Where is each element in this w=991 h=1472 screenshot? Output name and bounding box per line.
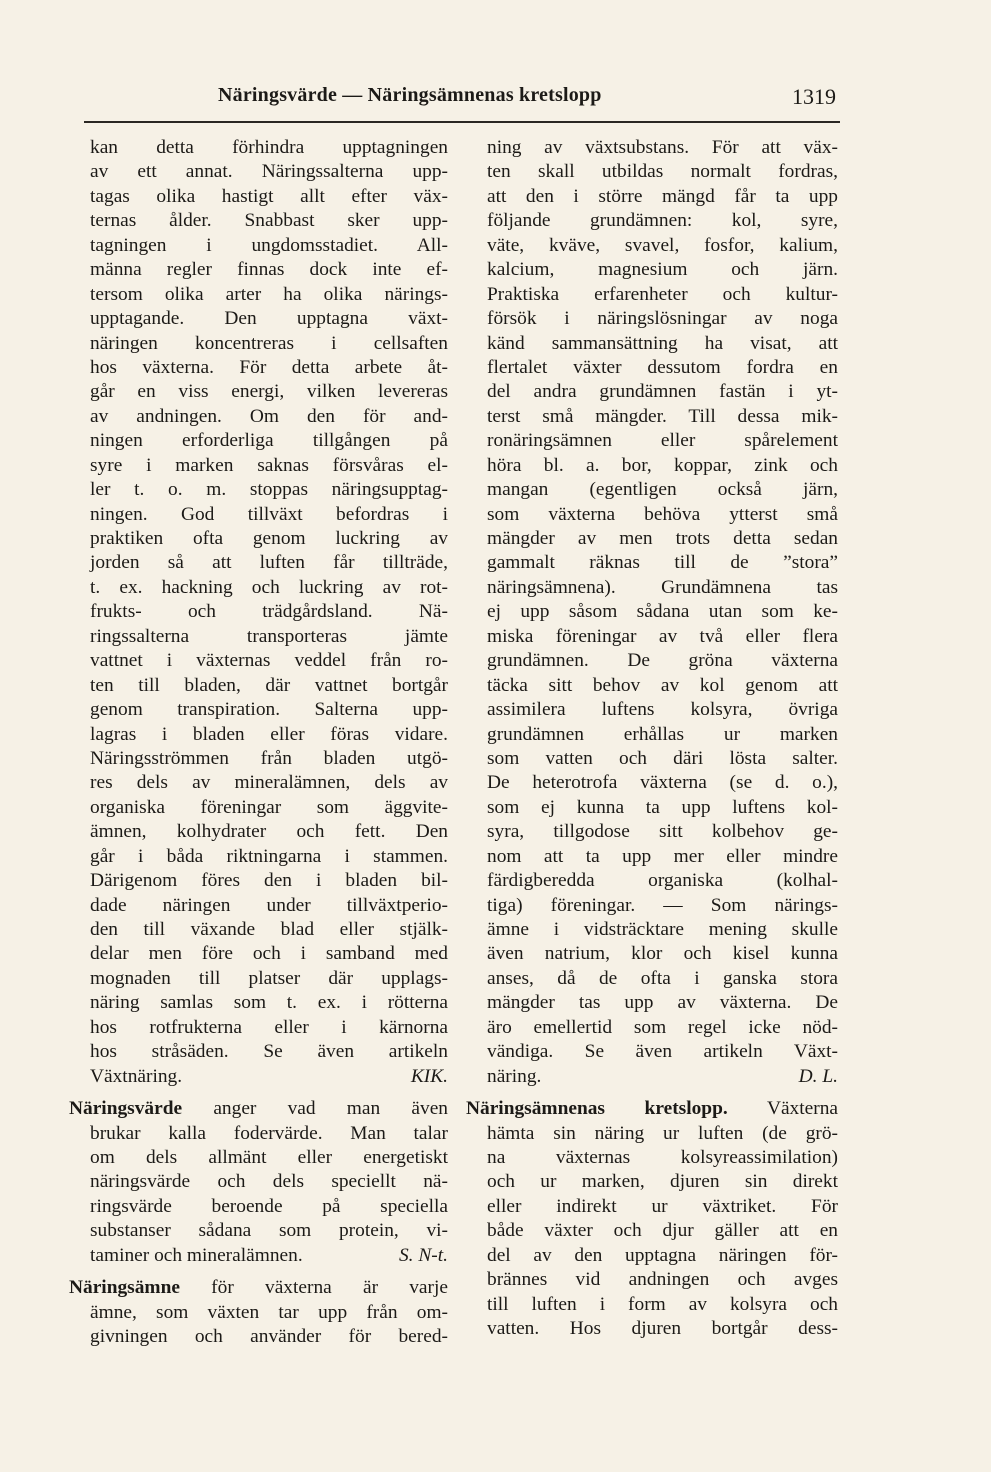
entry-naringsvarde — [69, 1097, 448, 1268]
text-line: ning av växtsubstans. För att väx- — [487, 137, 838, 158]
text-line: brännes vid andningen och avges — [487, 1269, 838, 1291]
text-line: givningen och använder för bered- — [90, 1326, 448, 1347]
text-line: som ej kunna ta upp luftens kol- — [487, 796, 838, 818]
text-line: hos växterna. För detta arbete åt- — [90, 356, 448, 378]
text-line: tagas olika hastigt allt efter väx- — [90, 185, 448, 207]
text-line: ämne i vidsträcktare mening skulle — [487, 919, 838, 940]
text-line: tersom olika arter ha olika närings- — [90, 283, 448, 305]
text-line: kan detta förhindra upptagningen — [90, 137, 448, 158]
text-line: praktiken ofta genom luckring av — [90, 528, 448, 549]
entry-naringsamnenas-kretslopp — [466, 1097, 838, 1341]
right-continuation-last-line — [466, 1065, 838, 1089]
text-line: Därigenom föres den i bladen bil- — [90, 870, 448, 892]
right-column — [466, 136, 838, 1341]
text-line: syra, tillgodose sitt kolbehov ge- — [487, 821, 838, 843]
text-line: vändiga. Se även artikeln Växt- — [487, 1041, 838, 1063]
text-line: res dels av mineralämnen, dels av — [90, 772, 448, 794]
text-line: mängder av men trots detta sedan — [487, 528, 838, 549]
text-line: Praktiska erfarenheter och kultur- — [487, 283, 838, 305]
text-line: assimilera luftens kolsyra, övriga — [487, 699, 838, 721]
text-line: täcka sitt behov av kol genom att — [487, 674, 838, 696]
text-line: delar men före och i samband med — [90, 943, 448, 965]
left-cont-last-text: Växtnäring. — [90, 1065, 183, 1087]
text-line: och ur marken, djuren sin direkt — [487, 1171, 838, 1193]
text-line: ronäringsämnen eller spårelement — [487, 430, 838, 452]
text-line: av ett annat. Näringssalterna upp- — [90, 161, 448, 183]
text-line: ningen. God tillväxt befordras i — [90, 503, 448, 525]
text-line: som vatten och däri lösta salter. — [487, 747, 838, 769]
text-line: höra bl. a. bor, koppar, zink och — [487, 454, 838, 476]
text-line: terst små mängder. Till dessa mik- — [487, 405, 838, 427]
text-line: flertalet växter dessutom fordra en — [487, 356, 838, 378]
text-line: mognaden till platser där upplags- — [90, 967, 448, 989]
text-line: näringsvärde och dels speciellt nä- — [90, 1171, 448, 1193]
text-line: även natrium, klor och kisel kunna — [487, 943, 838, 965]
entry-headword: Näringsämne — [69, 1277, 180, 1299]
text-line: går i båda riktningarna i stammen. — [90, 845, 448, 867]
left-column — [69, 136, 448, 1349]
author-signature: S. N-t. — [398, 1244, 448, 1266]
header-rule — [84, 121, 840, 123]
text-line: anses, då de ofta i ganska stora — [487, 967, 838, 989]
page-number: 1319 — [792, 84, 836, 109]
right-continuation-text — [466, 136, 838, 1065]
text-line: gammalt räknas till de ”stora” — [487, 552, 838, 574]
text-line: ternas ålder. Snabbast sker upp- — [90, 210, 448, 232]
text-line: äro emellertid som regel icke nöd- — [487, 1016, 838, 1038]
text-line: miska föreningar av två eller flera — [487, 625, 838, 647]
text-line: hos rotfrukterna eller i kärnorna — [90, 1016, 448, 1038]
text-line: vatten. Hos djuren bortgår dess- — [487, 1318, 838, 1339]
text-line: syre i marken saknas försvåras el- — [90, 454, 448, 476]
entry-body-lines — [69, 1301, 448, 1350]
text-line: frukts- och trädgårdsland. Nä- — [90, 601, 448, 623]
text-line: ej upp såsom sådana utan som ke- — [487, 601, 838, 623]
text-line: hos stråsäden. Se även artikeln — [90, 1041, 448, 1063]
text-line: färdigberedda organiska (kolhal- — [487, 870, 838, 892]
text-line: att den i större mängd får ta upp — [487, 185, 838, 207]
left-continuation-text — [69, 136, 448, 1065]
entry-headword: Näringsvärde — [69, 1098, 183, 1120]
text-line: grundämnen erhållas ur marken — [487, 723, 838, 745]
text-line: följande grundämnen: kol, syre, — [487, 210, 838, 232]
header-title: Näringsvärde — Näringsämnenas kretslopp — [218, 84, 602, 106]
text-line: näring samlas som t. ex. i rötterna — [90, 992, 448, 1014]
running-header — [90, 84, 840, 114]
text-line: går en viss energi, vilken levereras — [90, 381, 448, 403]
text-line: tagningen i ungdomsstadiet. All- — [90, 234, 448, 256]
entry-naringsamne — [69, 1276, 448, 1349]
entry-first-line — [69, 1097, 448, 1121]
text-line: ten skall utbildas normalt fordras, — [487, 161, 838, 183]
text-line: av andningen. Om den för and- — [90, 405, 448, 427]
text-line: jorden så att luften får tillträde, — [90, 552, 448, 574]
text-line: kalcium, magnesium och järn. — [487, 259, 838, 281]
text-line: substanser sådana som protein, vi- — [90, 1220, 448, 1242]
entry-headword: Näringsämnenas kretslopp. — [466, 1098, 728, 1120]
author-signature: D. L. — [798, 1065, 838, 1087]
text-line: ämne, som växten tar upp från om- — [90, 1301, 448, 1323]
text-line: hämta sin näring ur luften (de grö- — [487, 1122, 838, 1144]
text-line: upptagande. Den upptagna växt- — [90, 308, 448, 330]
text-line: grundämnen. De gröna växterna — [487, 650, 838, 672]
text-line: mängder tas upp av växterna. De — [487, 992, 838, 1014]
entry-body-lines — [466, 1122, 838, 1342]
text-line: om dels allmänt eller energetiskt — [90, 1146, 448, 1168]
entry-body-lines — [69, 1122, 448, 1244]
text-line: försök i näringslösningar av noga — [487, 308, 838, 330]
entry-first-line-text: Växterna — [727, 1098, 839, 1120]
text-line: lagras i bladen eller föras vidare. — [90, 723, 448, 745]
left-continuation-last-line — [69, 1065, 448, 1089]
text-line: känd sammansättning ha visat, att — [487, 332, 838, 354]
text-line: näringsämnena). Grundämnena tas — [487, 576, 838, 598]
text-line: nom att ta upp mer eller mindre — [487, 845, 838, 867]
entry-first-line — [69, 1276, 448, 1300]
text-line: som växterna behöva ytterst små — [487, 503, 838, 525]
entry-last-text: taminer och mineralämnen. — [90, 1244, 303, 1266]
text-line: mangan (egentligen också järn, — [487, 479, 838, 501]
text-line: vattnet i växternas veddel från ro- — [90, 650, 448, 672]
text-line: ler t. o. m. stoppas näringsupptag- — [90, 479, 448, 501]
text-line: brukar kalla fodervärde. Man talar — [90, 1122, 448, 1144]
text-line: tiga) föreningar. — Som närings- — [487, 894, 838, 916]
text-line: ringssalterna transporteras jämte — [90, 625, 448, 647]
right-cont-last-text: näring. — [487, 1065, 542, 1087]
text-line: na växternas kolsyreassimilation) — [487, 1146, 838, 1168]
text-line: del av den upptagna näringen för- — [487, 1244, 838, 1266]
author-signature: KIK. — [410, 1065, 448, 1087]
text-line: ten till bladen, där vattnet bortgår — [90, 674, 448, 696]
entry-last-line — [69, 1244, 448, 1268]
text-line: eller indirekt ur växtriket. För — [487, 1195, 838, 1217]
text-line: både växter och djur gäller att en — [487, 1220, 838, 1242]
text-line: den till växande blad eller stjälk- — [90, 919, 448, 940]
text-line: till luften i form av kolsyra och — [487, 1293, 838, 1315]
text-line: männa regler finnas dock inte ef- — [90, 259, 448, 281]
text-line: Näringsströmmen från bladen utgö- — [90, 747, 448, 769]
text-line: genom transpiration. Salterna upp- — [90, 699, 448, 721]
text-line: ämnen, kolhydrater och fett. Den — [90, 821, 448, 843]
text-line: del andra grundämnen fastän i yt- — [487, 381, 838, 403]
text-line: ringsvärde beroende på speciella — [90, 1195, 448, 1217]
text-line: De heterotrofa växterna (se d. o.), — [487, 772, 838, 794]
entry-first-line-text: för växterna är varje — [179, 1277, 448, 1299]
text-line: ningen erforderliga tillgången på — [90, 430, 448, 452]
entry-first-line-text: anger vad man även — [182, 1098, 448, 1120]
text-line: t. ex. hackning och luckring av rot- — [90, 576, 448, 598]
entry-first-line — [466, 1097, 838, 1121]
text-line: näringen koncentreras i cellsaften — [90, 332, 448, 354]
text-line: väte, kväve, svavel, fosfor, kalium, — [487, 234, 838, 256]
text-line: dade näringen under tillväxtperio- — [90, 894, 448, 916]
text-line: organiska föreningar som äggvite- — [90, 796, 448, 818]
